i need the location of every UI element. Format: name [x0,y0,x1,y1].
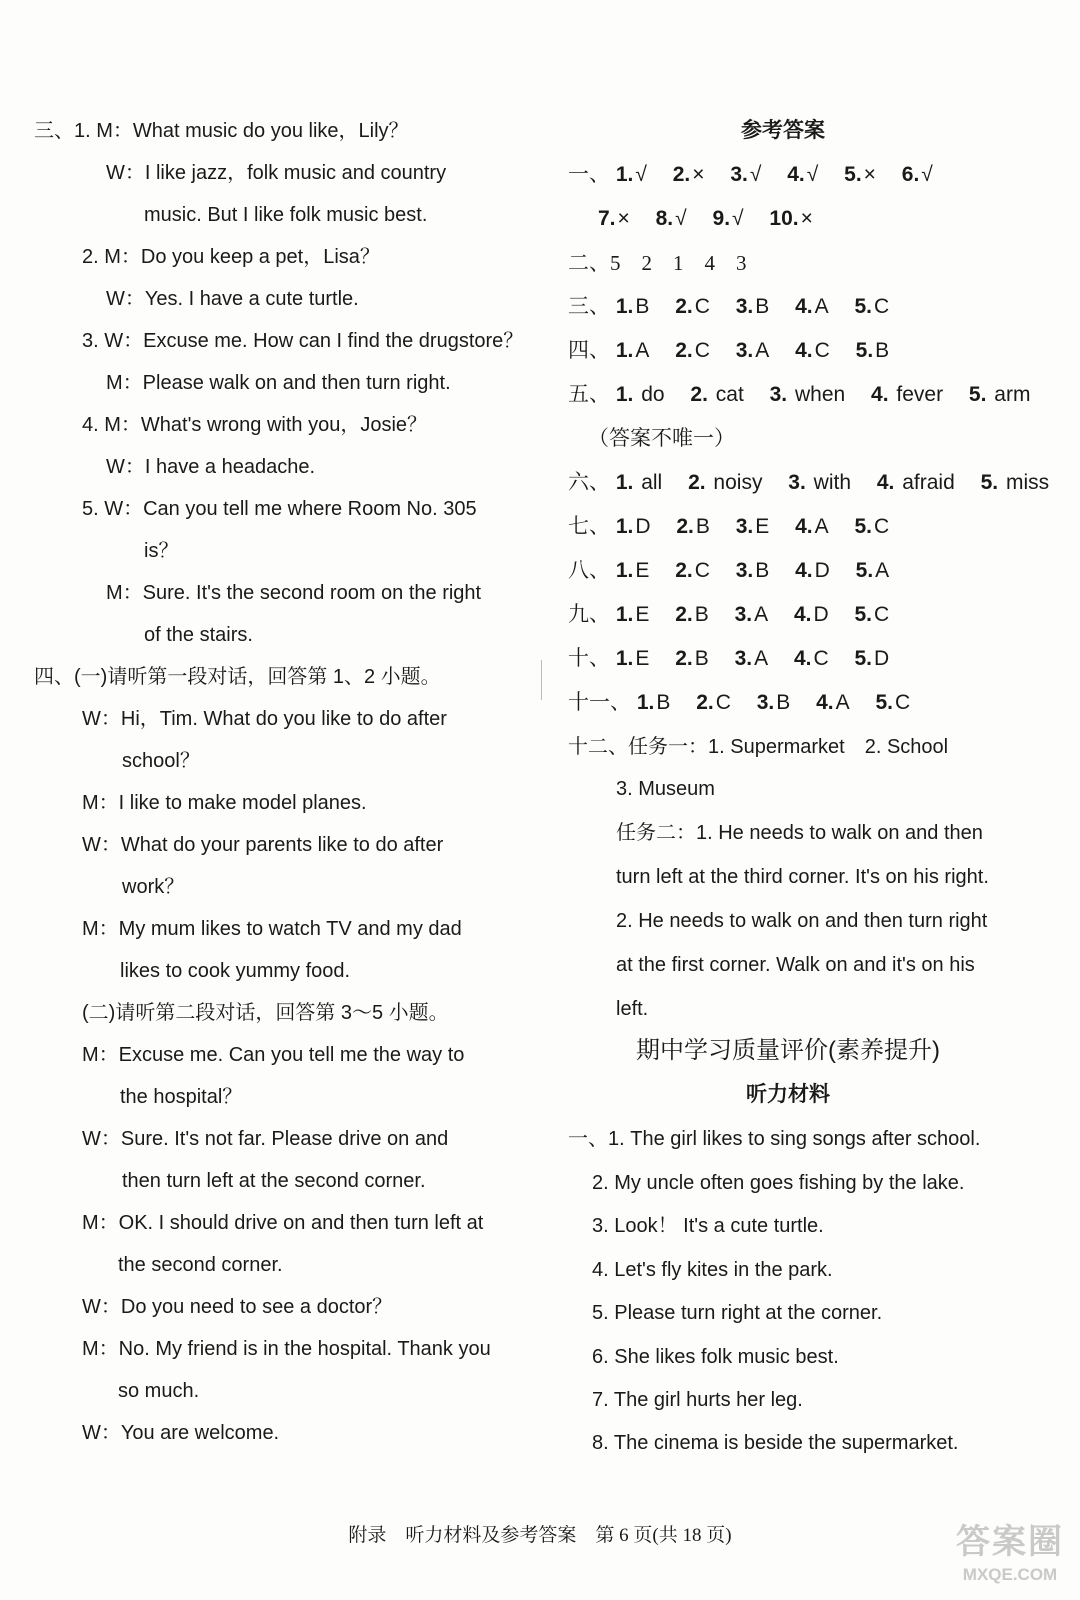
watermark-url: MXQE.COM [962,1565,1058,1584]
answer-item: 2.B [676,515,710,538]
answer-item: 4.D [795,559,830,582]
answer-item: 5.C [854,295,890,318]
text-line: M：Sure. It's the second room on the right [106,582,482,604]
text-line: 4. M：What's wrong with you，Josie？ [82,414,428,436]
text-line: M：I like to make model planes. [82,792,367,814]
text-line: W：I like jazz，folk music and country [106,162,447,184]
text-line: then turn left at the second corner. [122,1170,426,1192]
answer-item: 3.A [734,603,769,626]
script-line: 4. Let's fly kites in the park. [592,1259,833,1281]
section-title: 期中学习质量评价(素养提升) [636,1037,940,1064]
answer-item: 1.√ [615,163,647,186]
text-line: W：I have a headache. [106,456,316,478]
answer-item: 3.A [735,339,770,362]
answer-item: 6.√ [901,163,933,186]
text-line: M：OK. I should drive on and then turn left at [82,1212,484,1234]
answer-item: 5. arm [968,383,1031,406]
column-divider [541,660,542,700]
answer-item: 1.D [615,515,651,538]
text-line: 四、(一)请听第一段对话，回答第 1、2 小题。 [34,666,441,688]
row-prefix: 十一、 [568,691,631,714]
answer-row [568,336,909,366]
text-line: school？ [122,750,200,772]
row-prefix: 十、 [568,647,610,670]
task-line: 3. Museum [616,778,715,800]
answer-row [598,204,833,234]
answer-row [568,512,909,542]
answer-item: 3.E [735,515,770,538]
answer-row [568,556,909,586]
text-line: music. But I like folk music best. [144,204,428,226]
answer-item: 8.√ [655,207,687,230]
text-line: W：What do your parents like to do after [82,834,444,856]
answer-item: 2.C [675,295,710,318]
row-prefix: 一、 [568,163,610,186]
answer-item: 1.B [615,295,650,318]
answer-item: 5.× [844,163,876,186]
text-line: so much. [118,1380,200,1402]
answer-heading: 参考答案 [741,119,825,142]
row-prefix: 九、 [568,603,610,626]
text-line: 2. M：Do you keep a pet，Lisa？ [82,246,380,268]
text-line: 3. W：Excuse me. How can I find the drugstore？ [82,330,524,352]
answer-item: 3.B [735,295,770,318]
answer-item: 4.A [795,295,829,318]
answer-item: 2. cat [690,383,744,406]
task-line: 十二、任务一：1. Supermarket 2. School [568,736,949,758]
text-line: M：My mum likes to watch TV and my dad [82,918,462,940]
answer-item: 1. all [615,471,663,494]
script-line: 6. She likes folk music best. [592,1346,839,1368]
answer-row: 二、5 2 1 4 3 [568,251,747,275]
script-line: 7. The girl hurts her leg. [592,1389,803,1411]
answer-item: 3. when [769,383,846,406]
answer-item: 4.√ [787,163,819,186]
script-line: 2. My uncle often goes fishing by the lake. [592,1172,965,1194]
script-line: 5. Please turn right at the corner. [592,1302,883,1324]
answer-item: 1.E [615,559,650,582]
answer-item: 9.√ [712,207,744,230]
answer-item: 1.B [636,691,671,714]
answer-row [568,160,953,190]
answer-item: 4.A [816,691,850,714]
answer-item: 2. noisy [688,471,763,494]
answer-item: 10.× [769,207,813,230]
answer-row [568,292,909,322]
answer-item: 2.C [696,691,731,714]
answer-item: 1.E [615,603,650,626]
script-line: 3. Look！ It's a cute turtle. [592,1215,824,1237]
text-line: M：No. My friend is in the hospital. Thank you [82,1338,491,1360]
answer-item: 5.A [855,559,890,582]
answer-item: 2.B [675,647,709,670]
script-line: 8. The cinema is beside the supermarket. [592,1432,959,1454]
answer-item: 4.D [793,603,829,626]
answer-item: 3. with [788,471,852,494]
row-prefix: 三、 [568,295,610,318]
answer-item: 5.C [854,515,890,538]
answer-note: （答案不唯一） [588,427,735,450]
answer-item: 4.C [793,647,829,670]
answer-item: 3.B [735,559,770,582]
answer-item: 5. miss [980,471,1050,494]
answer-item: 4.A [795,515,829,538]
watermark-logo [950,1520,1070,1594]
text-line: is？ [144,540,179,562]
text-line: W：You are welcome. [82,1422,280,1444]
answer-row [568,380,1050,410]
row-prefix: 五、 [568,383,610,406]
page-footer: 附录 听力材料及参考答案 第 6 页(共 18 页) [348,1525,732,1546]
answer-item: 4.C [795,339,830,362]
task-line: 2. He needs to walk on and then turn right [616,910,988,932]
answer-item: 4. fever [871,383,944,406]
answer-item: 1.A [615,339,650,362]
answer-item: 4. afraid [876,471,955,494]
text-line: M：Please walk on and then turn right. [106,372,451,394]
answer-item: 5.B [855,339,890,362]
row-prefix: 四、 [568,339,610,362]
text-line: (二)请听第二段对话，回答第 3～5 小题。 [82,1002,449,1024]
task-line: 任务二：1. He needs to walk on and then [616,822,983,844]
text-line: W：Sure. It's not far. Please drive on and [82,1128,449,1150]
row-prefix: 七、 [568,515,610,538]
answer-item: 1. do [615,383,665,406]
answer-item: 5.D [854,647,890,670]
text-line: work？ [122,876,185,898]
text-line: W：Yes. I have a cute turtle. [106,288,359,310]
answer-item: 1.E [615,647,650,670]
text-line: of the stairs. [144,624,253,646]
text-line: the hospital？ [120,1086,243,1108]
text-line: W：Hi，Tim. What do you like to do after [82,708,447,730]
answer-item: 2.× [672,163,705,186]
task-line: turn left at the third corner. It's on his right. [616,866,989,888]
task-line: left. [616,998,649,1020]
answer-item: 5.C [854,603,890,626]
row-prefix: 八、 [568,559,610,582]
answer-item: 5.C [875,691,911,714]
answer-row [568,468,1069,498]
row-prefix: 六、 [568,471,610,494]
text-line: M：Excuse me. Can you tell me the way to [82,1044,465,1066]
answer-row [568,600,909,630]
answer-item: 7.× [598,207,630,230]
answer-item: 3.√ [730,163,762,186]
script-line: 一、1. The girl likes to sing songs after school. [568,1128,981,1150]
answer-row [568,688,930,718]
text-line: likes to cook yummy food. [120,960,351,982]
answer-item: 3.B [756,691,791,714]
answer-item: 2.B [675,603,709,626]
text-line: W：Do you need to see a doctor？ [82,1296,393,1318]
answer-item: 2.C [675,339,710,362]
answer-item: 3.A [734,647,769,670]
answer-item: 2.C [675,559,710,582]
answer-row [568,644,909,674]
text-line: the second corner. [118,1254,283,1276]
watermark-text: 答案圈 [956,1523,1064,1561]
text-line: 5. W：Can you tell me where Room No. 305 [82,498,477,520]
task-line: at the first corner. Walk on and it's on his [616,954,975,976]
section-subtitle: 听力材料 [746,1083,830,1106]
text-line: 三、1. M：What music do you like，Lily？ [34,120,409,142]
